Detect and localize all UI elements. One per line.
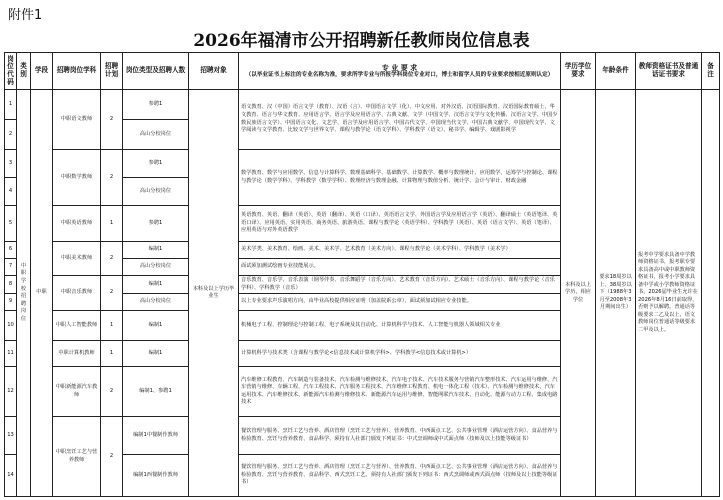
cell-code: 2 [5, 120, 17, 150]
cell-code: 1 [5, 90, 17, 120]
cell-requirements: 计算机科学与技术类（含课程与教学论<信息技术或计算机学科>、学科教学<信息技术或计算机>） [239, 341, 561, 367]
job-info-table [4, 52, 720, 497]
cell-requirements: 英语教育、英语、翻译（英语）、英语（翻译）、英语（口译）、英语语言文学、外国语言学及应用语言学（英语）、翻译硕士（英语笔译、英语口译）、应用英语、实用英语、商务英语、旅游英语、课程与教学论（英语学科）、学科教学（英语）、英语（语言文学）、英语（笔译）、应用英语与对外英语教学 [239, 206, 561, 242]
cell-code: 6 [5, 242, 17, 259]
cell-subject: 中职人工智能教师 [53, 311, 101, 341]
cell-subject: 中职新能源汽车教师 [53, 367, 101, 417]
cell-plan: 1 [101, 206, 123, 242]
cell-plan: 1 [101, 311, 123, 341]
cell-type: 编制1 [123, 311, 189, 341]
cell-subject: 中职烹饪工艺与营养教师 [53, 417, 101, 497]
cell-type: 编制1 [123, 341, 189, 367]
header-remark: 备注 [702, 53, 720, 90]
cell-requirements: 面试须加测试绘画专业技能展示。 [239, 259, 561, 276]
cell-target: 本科及以上学历毕业生 [189, 90, 239, 497]
cell-requirements: 以上专业要求声乐演唱方向，由毕业高校提供相应证明（加盖院系公章），面试须加试相应专业技能。 [239, 294, 561, 311]
header-type: 岗位类型及招聘人数 [123, 53, 189, 90]
cell-type: 高山分校岗位 [123, 120, 189, 150]
cell-cert: 报考中学要求具备中学教师资格证书，报考职专要求具备高中或中职教师资格证书，报考小学要求具备中学或小学教师资格证书，2026届毕业生允许在2026年8月16日前取得，否则予以解聘。普通话等级要求二乙及以上，语文教师岗位普通话等级要求二甲及以上。 [636, 90, 702, 497]
cell-plan: 2 [101, 150, 123, 206]
cell-plan: 2 [101, 367, 123, 417]
header-school: 学段 [31, 53, 53, 90]
cell-type: 高山分校岗位 [123, 294, 189, 311]
cell-type: 编制1、参聘1 [123, 367, 189, 417]
header-cert: 教师资格证书及普通话证书要求 [636, 53, 702, 90]
header-post-code: 岗位代码 [5, 53, 17, 90]
cell-code: 4 [5, 178, 17, 206]
cell-subject: 中职语文教师 [53, 90, 101, 150]
cell-type: 编制1 [123, 276, 189, 294]
cell-code: 11 [5, 341, 17, 367]
cell-subject: 中职美术教师 [53, 242, 101, 276]
header-requirements [239, 53, 561, 90]
cell-type: 编制1中餐制作教师 [123, 417, 189, 455]
cell-subject: 中职计算机教师 [53, 341, 101, 367]
cell-code: 10 [5, 311, 17, 341]
cell-type: 编制1西餐制作教师 [123, 455, 189, 497]
cell-code: 8 [5, 276, 17, 294]
cell-requirements: 音乐教育、音乐学、音乐表演（钢琴伴奏、音乐舞蹈学（音乐方向）、艺术教育（音乐方向）、艺术硕士（音乐方向）、课程与教学论（音乐学科）、学科教学（音乐） [239, 276, 561, 294]
header-subject: 招聘岗位学科 [53, 53, 101, 90]
table-row [5, 90, 720, 120]
cell-plan: 2 [101, 242, 123, 276]
cell-remark [702, 90, 720, 497]
cell-plan: 2 [101, 276, 123, 311]
cell-code: 12 [5, 367, 17, 417]
cell-code: 13 [5, 417, 17, 455]
cell-requirements: 机械电子工程、控制理论与控制工程、电子系统及其自动化、计算机科学与技术、人工智能与机器人领域相关专业 [239, 311, 561, 341]
cell-type: 参聘1 [123, 206, 189, 242]
cell-degree: 本科及以上学历，相应学位 [561, 90, 596, 497]
header-target: 招聘对象 [189, 53, 239, 90]
cell-code: 14 [5, 455, 17, 497]
cell-requirements: 语文教育、汉（中国）语言文学（教育）、汉语（言）、中国语言文学（化）、中文应用、对外汉语、汉语国际教育、汉语国际教育硕士、华文教育、语言与华文教育、应用语言学、语言学及应用语言学、古典文献、文学（中国文学、汉语言文学与文化传播、汉语言文学、中国少数民族语言文学）、中国语言文化、文艺学、语言学及应用语言学、中国古代文学、中国现当代文学、中国古典文献学、中国现代文学、文学阅读与文学教育、比较文学与世界文学、课程与教学论（语文学科）、学科教学（语文）、秘书学、编辑学、戏剧影视学 [239, 90, 561, 150]
cell-type: 高山分校岗位 [123, 178, 189, 206]
cell-code: 9 [5, 294, 17, 311]
cell-plan: 2 [101, 90, 123, 150]
cell-subject: 中职音乐教师 [53, 276, 101, 311]
cell-subject: 中职英语教师 [53, 206, 101, 242]
header-plan: 招聘计划 [101, 53, 123, 90]
cell-code: 3 [5, 150, 17, 178]
page-title: 2026年福清市公开招聘新任教师岗位信息表 [193, 31, 530, 51]
cell-code: 7 [5, 259, 17, 276]
cell-requirements: 美术学类、美术教育、绘画、美术、美术学、艺术教育（美术方向）、课程与教学论（美术学科）、学科教学（美术学） [239, 242, 561, 259]
table-header-row [5, 53, 720, 90]
header-category: 类别 [17, 53, 31, 90]
header-age: 年龄条件 [596, 53, 636, 90]
cell-type: 编制1 [123, 242, 189, 259]
header-degree: 学历学位要求 [561, 53, 596, 90]
cell-age: 要求18周岁以上、38周岁以下（1988年3月至2008年3月期间出生） [596, 90, 636, 497]
cell-requirements: 数学教育、数学与应用数学、信息与计算科学、数理基础科学、基础数学、计算数学、概率与数理统计、应用数学、运筹学与控制论、课程与教学论（数学学科）、学科教学（数学学科）、数理经济与数理金融、计算物理与数值分析、统计学、会计与审计、财政金融 [239, 150, 561, 206]
cell-plan: 1 [101, 341, 123, 367]
header-req-subtitle: （以毕业证书上标注的专业名称为准，要求所学专业与所报学科岗位专业对口，博士和留学人员的专业要求按相近原则认定） [245, 71, 554, 78]
cell-subject: 中职数学教师 [53, 150, 101, 206]
cell-requirements: 餐饮管理与服务、烹饪工艺与营养、酒店管理（烹饪工艺与营养）、营养教育、中西面点工艺、公共事业管理（酒店运营方向）、食品营养与检验教育、烹饪与营养教育、食品科学、须持有人社部门颁发下列证书：中式烹调师或中式面点师（技师及以上技能等级证书） [239, 417, 561, 455]
header-req-title: 专 业 要 求 [381, 63, 418, 72]
cell-code: 5 [5, 206, 17, 242]
cell-plan: 2 [101, 417, 123, 497]
cell-type: 参聘1 [123, 150, 189, 178]
cell-type: 高山分校岗位 [123, 259, 189, 276]
attachment-label: 附件1 [8, 8, 43, 23]
cell-type: 参聘1 [123, 90, 189, 120]
cell-category: 中职学校招聘岗位 [17, 90, 31, 497]
cell-requirements: 餐饮管理与服务、烹饪工艺与营养、酒店管理（烹饪工艺与营养）、营养教育、中西面点工艺、公共事业管理（酒店运营方向）、食品营养与检验教育、烹饪与营养教育、食品科学、西式烹饪工艺、须持有人社部门颁发下列证书：西式烹调师或西式面点师（技师及以上技能等级证书） [239, 455, 561, 497]
cell-requirements: 汽车维修工程教育、汽车制造与装备技术、汽车检测与维修技术、汽车电子技术、汽车技术服务与营销汽车整形技术、汽车运用与维修、汽车营销与维修、车辆工程、汽车工程技术、汽车服务工程技术、汽车维修工程教育、机电一体化工程（技术）、汽车检测与维修技术、汽车运用技术、汽车维修技术、新能源汽车检测与维修技术、新能源汽车运用与维修、智能网联汽车技术、自动化、能源与动力工程、集成电路技术 [239, 367, 561, 417]
cell-school: 中职 [31, 90, 53, 497]
